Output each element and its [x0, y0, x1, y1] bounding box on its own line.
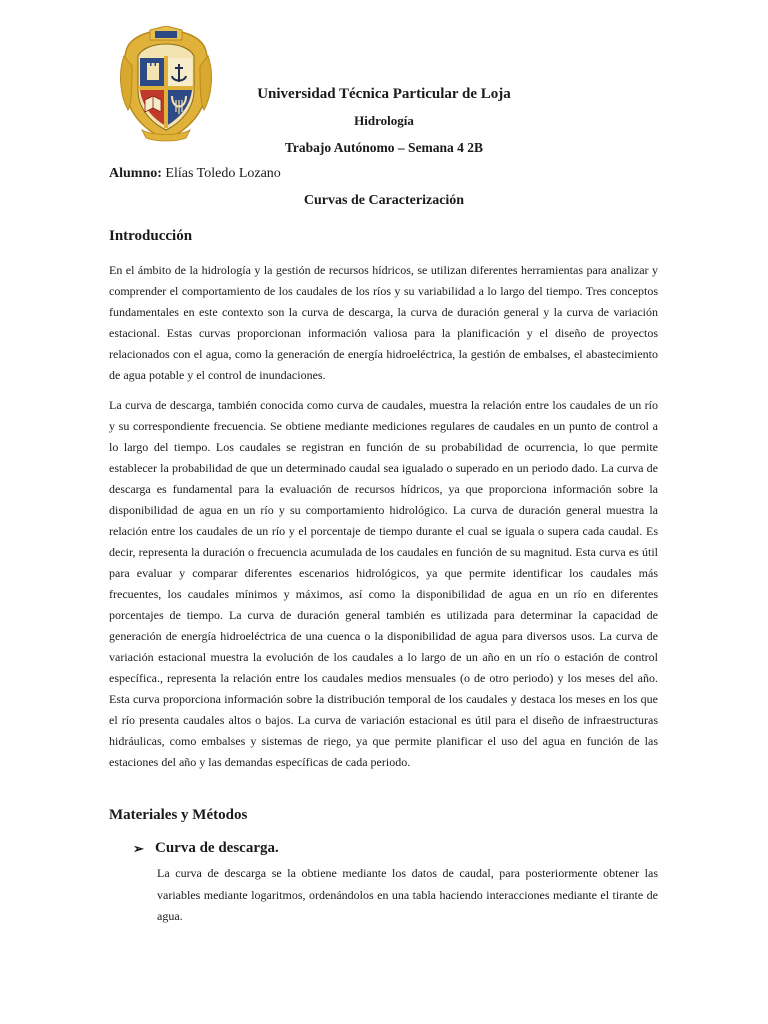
introduction-heading: Introducción — [109, 228, 193, 244]
bullet-title: Curva de descarga. — [155, 840, 279, 856]
document-title: Curvas de Caracterización — [303, 193, 465, 208]
student-name: Elías Toledo Lozano — [165, 166, 281, 181]
materials-methods-heading: Materiales y Métodos — [109, 807, 248, 823]
introduction-paragraph-2: La curva de descarga, también conocida como curva de caudales, muestra la relación entre los caudales de un río y su correspondiente frecuencia. Se obtiene mediante mediciones regulares de caudales en un punto de control a lo largo del tiempo. Los caudales se registran en función de su probabilidad de ocurrencia, lo que permite establecer la probabilidad de que un determinado caudal sea igualado o superado en un periodo dado. La curva de descarga es fundamental para la evaluación de recursos hídricos, ya que proporciona información sobre la disponibilidad de agua en un río y su comportamiento hidrológico. La curva de duración general muestra la relación entre los caudales de un río y el porcentaje de tiempo durante el cual se iguala o supera cada caudal. Es decir, representa la duración o frecuencia acumulada de los caudales en función de su magnitud. Esta curva es útil para evaluar y comparar diferentes escenarios hidrológicos, ya que permite identificar los caudales más frecuentes, los caudales mínimos y máximos, así como la disponibilidad de agua en un río en diferentes porcentajes de tiempo. La curva de duración general también es utilizada para determinar la capacidad de generación de energía hidroeléctrica de una cuenca o la disponibilidad de agua para diversos usos. La curva de variación estacional muestra la evolución de los caudales a lo largo de un año en un río o estación de control específica., representa la relación entre los caudales medios mensuales (o de otro periodo) y los meses del año. Esta curva proporciona información sobre la distribución temporal de los caudales y destaca los meses en los que el río presenta caudales altos o bajos. La curva de variación estacional es útil para el diseño de infraestructuras hidráulicas, como embalses y sistemas de riego, ya que permite planificar el uso del agua en función de las estaciones del año y las demandas específicas de cada periodo. — [109, 398, 658, 769]
arrow-bullet-icon: ➢ — [133, 840, 144, 856]
assignment-title: Trabajo Autónomo – Semana 4 2B — [284, 140, 484, 155]
bullet-description: La curva de descarga se la obtiene mediante los datos de caudal, para posteriormente obtener las variables mediante logaritmos, ordenándolos en una tabla haciendo interacciones mediante el tirante de agua. — [157, 866, 658, 923]
introduction-paragraph-1: En el ámbito de la hidrología y la gestión de recursos hídricos, se utilizan diferentes herramientas para analizar y comprender el comportamiento de los caudales de los ríos y su variabilidad a lo largo del tiempo. Tres conceptos fundamentales en este contexto son la curva de descarga, la curva de duración general y la curva de variación estacional. Estas curvas proporcionan información valiosa para la planificación y el diseño de proyectos relacionados con el agua, como la generación de energía hidroeléctrica, la gestión de embalses, el abastecimiento de agua potable y el control de inundaciones. — [109, 263, 658, 382]
student-line — [109, 166, 281, 182]
university-name: Universidad Técnica Particular de Loja — [257, 86, 511, 102]
subject-name: Hidrología — [354, 113, 414, 128]
bullet-item-curva-descarga — [133, 840, 279, 857]
student-label: Alumno: — [109, 166, 162, 181]
